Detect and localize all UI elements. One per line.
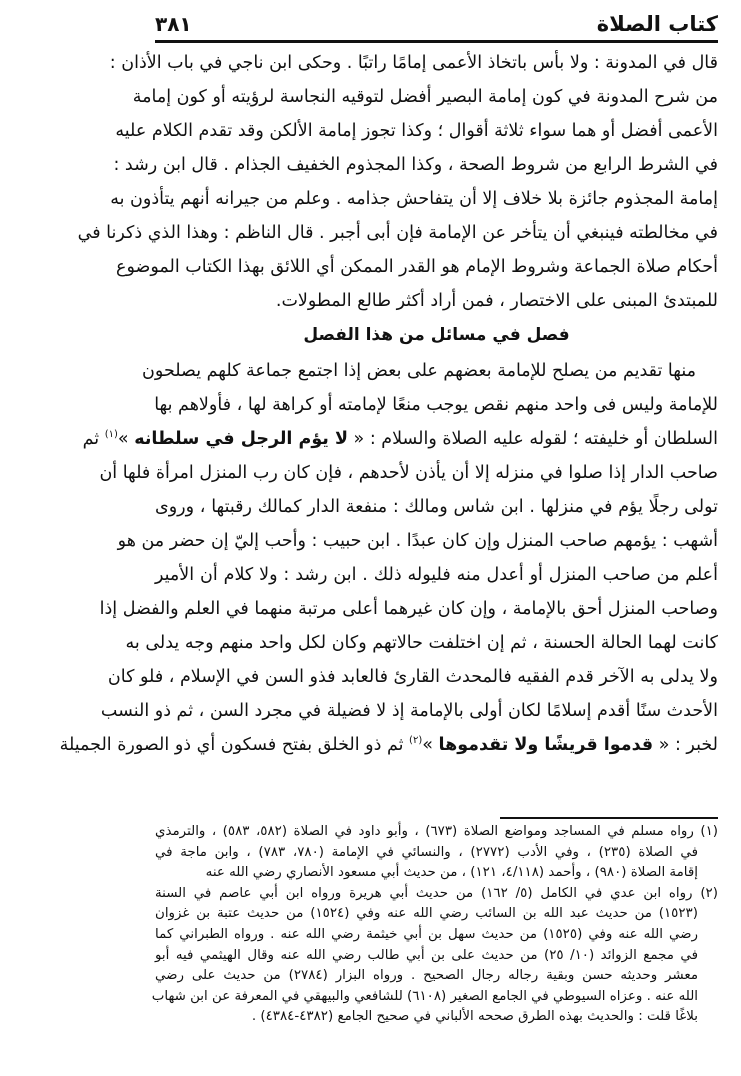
text-line xyxy=(82,422,718,456)
text-line xyxy=(142,354,718,388)
text-span: وصاحب المنزل أحق بالإمامة ، وإن كان غيرهما أعلى مرتبة منهما في العلم والفضل إذا xyxy=(99,599,718,619)
text-span: في الشرط الرابع من شروط الصحة ، وكذا المجذوم الخفيف الجذام . قال ابن رشد : xyxy=(113,155,718,175)
text-line xyxy=(155,558,718,592)
text-line xyxy=(125,626,718,660)
footnote-ref: (٢) xyxy=(409,735,423,747)
text-line xyxy=(116,250,718,284)
text-span: منها تقديم من يصلح للإمامة بعضهم على بعض إذا اجتمع جماعة كلهم يصلحون xyxy=(142,361,696,381)
footnote-line: (٢) رواه ابن عدي في الكامل (٥/ ١٦٢) من حديث أبي هريرة ورواه ابن أبي عاصم في السنة xyxy=(155,885,718,901)
footnotes xyxy=(151,822,719,1028)
text-span: في مخالطته فينبغي أن يتأخر عن الإمامة فإن أبى أجبر . قال الناظم : وهذا الذي ذكرنا في xyxy=(77,223,718,243)
footnote-ref: (١) xyxy=(104,429,118,441)
text-line xyxy=(132,80,718,114)
text-line xyxy=(99,456,718,490)
chapter-title: كتاب الصلاة xyxy=(596,12,718,36)
footnote-line: إقامة الصلاة (٩٨٠) ، وأحمد (٤/١١٨، ١٢١) ، من حديث أبي مسعود الأنصاري رضي الله عنه xyxy=(205,865,698,881)
text-line xyxy=(155,490,718,524)
footnote-line: بلاغًا قلت : والحديث بهذه الطرق صححه الألباني في صحيح الجامع (٤٣٨٢-٤٣٨٤) . xyxy=(251,1009,698,1025)
text-span: أحكام صلاة الجماعة وشروط الإمام هو القدر الممكن أي اللائق بهذا الكتاب الموضوع xyxy=(116,257,718,277)
text-line xyxy=(113,148,718,182)
text-span: كانت لهما الحالة الحسنة ، ثم إن اختلفت حالاتهم وكان لكل واحد منهم وجه يدلى به xyxy=(125,633,718,653)
text-line xyxy=(109,46,718,80)
text-span: الأعمى أفضل أو هما سواء ثلاثة أقوال ؛ وكذا تجوز إمامة الألكن وقد تقدم الكلام عليه xyxy=(115,121,718,141)
text-line xyxy=(117,524,718,558)
header-rule xyxy=(155,40,718,43)
text-line xyxy=(110,182,718,216)
text-span: » xyxy=(422,735,439,755)
footnote-line: في مجمع الزوائد (١٠/ ٢٥) من حديث على بن أبي طالب رضي الله عنه وقال الهيثمي فيه أبو xyxy=(155,947,698,963)
footnote-line: معشر وحديثه حسن وبقية رجاله رجال الصحيح . ورواه البزار (٢٧٨٤) من حديث على رضي xyxy=(155,968,698,984)
footnote-line: (١) رواه مسلم في المساجد ومواضع الصلاة (٦٧٣) ، وأبو داود في الصلاة (٥٨٢، ٥٨٣) ، والترمذي xyxy=(155,824,719,839)
text-span: ثم xyxy=(82,429,105,449)
text-line xyxy=(155,284,718,318)
text-span: لخبر : « xyxy=(653,735,718,755)
footnote-line: الله عنه . وعزاه السيوطي في الجامع الصغير (٦١٠٨) للشافعي والبيهقي في المعرفة عن ابن شهاب xyxy=(151,988,698,1004)
text-span: تولى رجلًا يؤم في منزلها . ابن شاس ومالك : منفعة الدار كمالك رقبتها ، وروى xyxy=(155,497,718,517)
text-span: الأحدث سنًا أقدم إسلامًا لكان أولى بالإمامة إذ لا فضيلة في مجرد السن ، ثم ذو النسب xyxy=(100,701,718,721)
running-header xyxy=(155,10,718,42)
text-span: ثم ذو الخلق بفتح فسكون أي ذو الصورة الجميلة xyxy=(59,735,410,755)
footnote-line: (١٥٢٣) من حديث عبد الله بن السائب رضي الله عنه وفي (١٥٢٤) من حديث عتبة بن غزوان xyxy=(155,906,698,922)
text-span: ولا يدلى به الآخر قدم الفقيه فالمحدث القارئ فالعابد فذو السن في الإسلام ، فلو كان xyxy=(107,667,718,687)
text-span: إمامة المجذوم جائزة بلا خلاف إلا أن يتفاحش جذامه . وعلم من جيرانه أنهم يتأذون به xyxy=(110,189,718,209)
page-number: ٣٨١ xyxy=(155,12,192,36)
text-line xyxy=(107,660,718,694)
text-span: أشهب : يؤمهم صاحب المنزل وإن كان عبدًا . ابن حبيب : وأحب إليّ إن حضر من هو xyxy=(117,531,718,551)
text-span: قال في المدونة : ولا بأس باتخاذ الأعمى إمامًا راتبًا . وحكى ابن ناجي في باب الأذان : xyxy=(109,53,718,73)
text-span: للإمامة وليس فى واحد منهم نقص يوجب منعًا لإمامته أو كراهة لها ، فأولاهم بها xyxy=(154,395,718,415)
main-text xyxy=(59,46,718,762)
footnote-line: رضي الله عنه وفي (١٥٢٥) من حديث سهل بن أبي خيثمة رضي الله عنه . ورواه الطبراني كما xyxy=(155,926,698,942)
text-span: من شرح المدونة في كون إمامة البصير أفضل لتوقيه النجاسة لرؤيته أو كون إمامة xyxy=(132,87,718,107)
text-line xyxy=(100,694,718,728)
hadith-quote: قدموا قريشًا ولا تقدموها xyxy=(438,735,654,755)
text-line xyxy=(77,216,718,250)
text-line xyxy=(155,388,718,422)
text-line xyxy=(99,592,718,626)
footnote-line: في الصلاة (٢٣٥) ، وفي الأدب (٢٧٧٢) ، والنسائي في الإمامة (٧٨٠، ٧٨٣) ، وابن ماجة في xyxy=(155,844,698,860)
text-line xyxy=(59,728,718,762)
hadith-quote: لا يؤم الرجل في سلطانه xyxy=(134,429,348,449)
text-span: صاحب الدار إذا صلوا في منزله إلا أن يأذن لأحدهم ، فإن كان رب المنزل امرأة فلها أن xyxy=(99,463,718,483)
text-span: السلطان أو خليفته ؛ لقوله عليه الصلاة والسلام : « xyxy=(347,429,718,449)
footnote-separator xyxy=(500,817,718,819)
text-span: فصل في مسائل من هذا الفصل xyxy=(303,325,570,345)
section-heading xyxy=(155,318,718,354)
text-span: » xyxy=(117,429,135,449)
text-span: للمبتدئ المبنى على الاختصار ، فمن أراد أكثر طالع المطولات. xyxy=(275,291,718,311)
text-line xyxy=(115,114,718,148)
text-span: أعلم من صاحب المنزل أو أعدل منه فليوله ذلك . ابن رشد : ولا كلام أن الأمير xyxy=(155,565,718,585)
